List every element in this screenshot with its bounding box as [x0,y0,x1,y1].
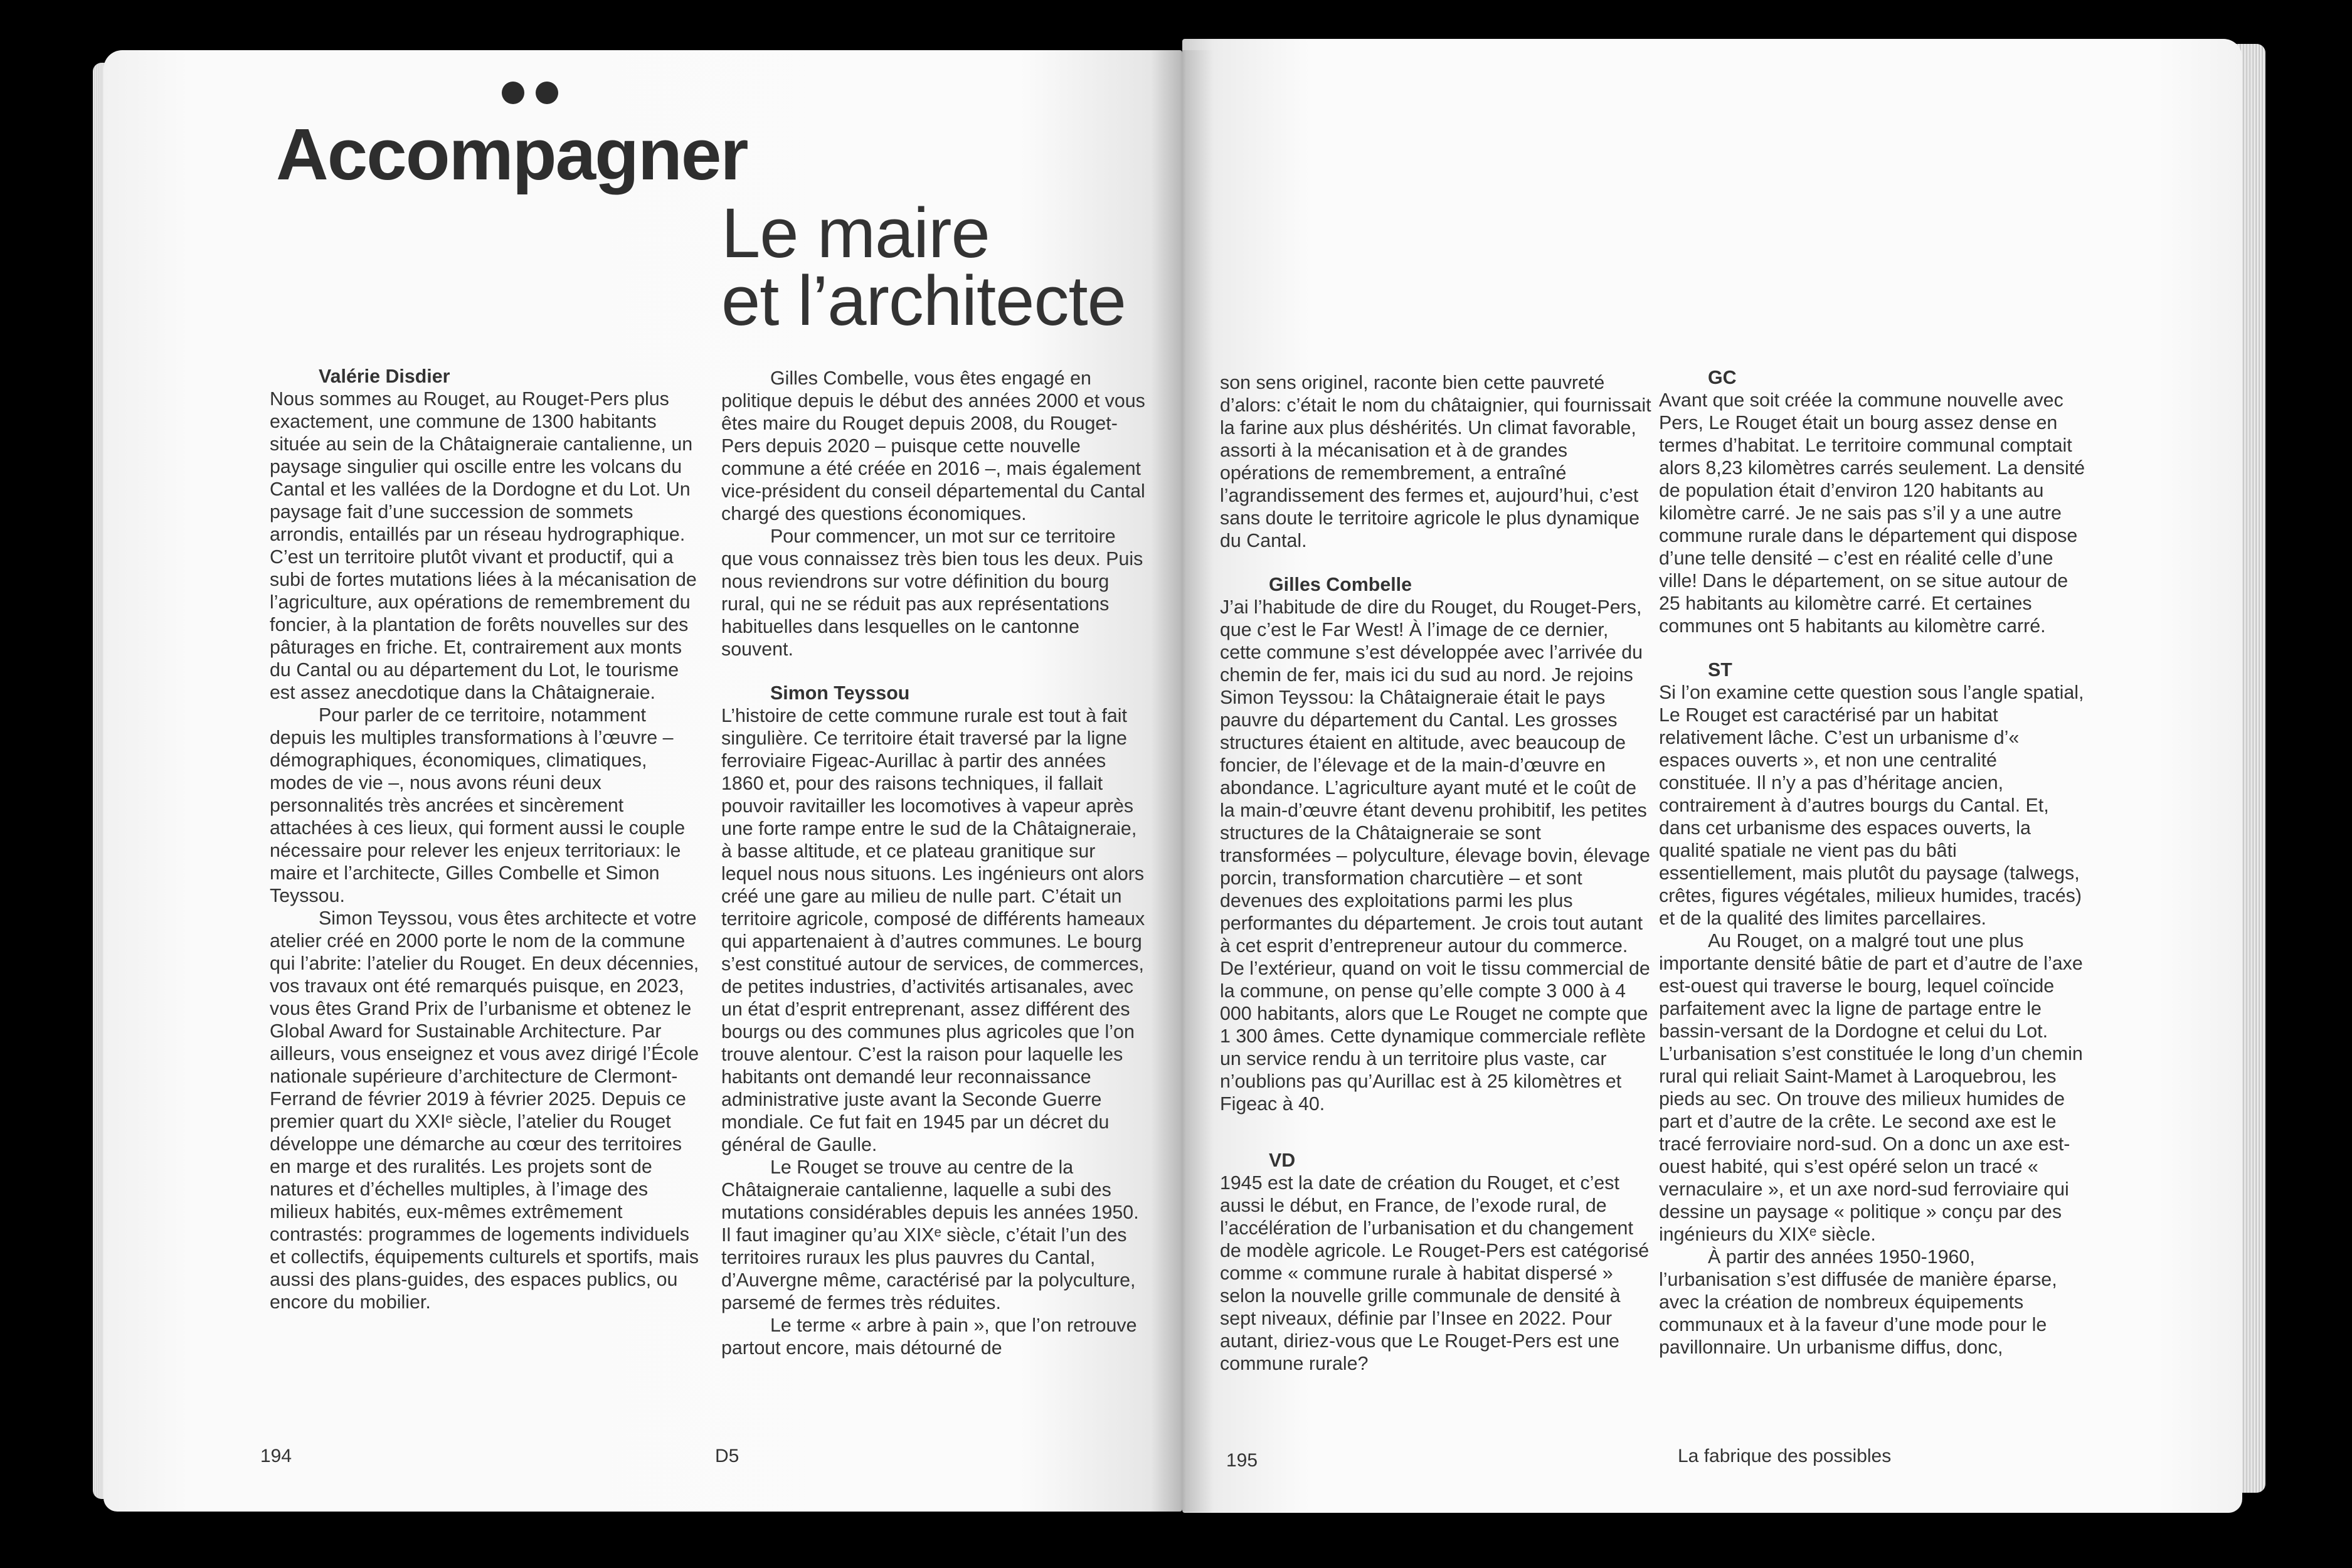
dot-icon [536,82,558,104]
right-column-2 [1659,366,2092,1359]
paragraph: Pour parler de ce territoire, notamment depuis les multiples transformations à l’œuvre – démographiques, économiques, climatiques, modes de vie –, nous avons réuni deux personnalités très ancrées et sincèrement attachées à ces lieux, qui forment aussi le couple nécessaire pour relever les enjeux territoriaux: le maire et l’architecte, Gilles Combelle et Simon Teyssou. [270,704,686,906]
paragraph: 1945 est la date de création du Rouget, et c’est aussi le début, en France, de l’exode rural, de l’accélération de l’urbanisation et du changement de modèle agricole. Le Rouget-Pers est catégorisé comme « commune rurale à habitat dispersé » selon la nouvelle grille communale de densité à sept niveaux, définie par l’Insee en 2022. Pour autant, diriez-vous que Le Rouget-Pers est une commune rurale? [1220,1172,1650,1374]
speaker-name: VD [1269,1150,1296,1171]
paragraph: Le Rouget se trouve au centre de la Châtaigneraie cantalienne, laquelle a subi des mutations considérables depuis les années 1950. Il faut imaginer qu’au XIXᵉ siècle, c’était l’un des territoires ruraux les plus pauvres du Cantal, d’Auvergne même, caractérisé par la polyculture, parsemé de fermes très réduites. [721,1157,1139,1313]
chapter-subtitle [721,194,1126,340]
chapter-title: Accompagner [276,114,748,195]
speaker-name: Valérie Disdier [319,366,450,387]
paragraph: Au Rouget, on a malgré tout une plus importante densité bâtie de part et d’autre de l’axe est-ouest qui traverse le bourg, lequel coïncide parfaitement avec la ligne de partage entre le bassin-versant de la Dordogne et celui du Lot. L’urbanisation s’est constituée le long d’un chemin rural qui reliait Saint-Mamet à Laroquebrou, les pieds au sec. On trouve des milieux humides de part et d’autre de la crête. Le second axe est le tracé ferroviaire nord-sud. On a donc un axe est-ouest habité, qui s’est opéré selon un tracé « vernaculaire », et un axe nord-sud ferroviaire qui dessine un paysage « politique » conçu par des ingénieurs du XIXᵉ siècle. [1659,930,2083,1245]
speaker-name: Gilles Combelle [1269,574,1412,595]
section-dots [502,82,569,107]
speaker-name: Simon Teyssou [770,682,910,704]
paragraph: son sens originel, raconte bien cette pauvreté d’alors: c’était le nom du châtaignier, qui fournissait la farine aux plus déshérités. Un climat favorable, assorti à la mécanisation et à de grandes opérations de remembrement, a entraîné l’agrandissement des fermes et, aujourd’hui, c’est sans doute le territoire agricole le plus dynamique du Cantal. [1220,372,1651,551]
page-number-right: 195 [1226,1450,1258,1471]
book-gutter [1151,50,1214,1512]
paragraph: Le terme « arbre à pain », que l’on retrouve partout encore, mais détourné de [721,1315,1137,1359]
subtitle-line-1: Le maire [721,194,990,272]
paragraph: Gilles Combelle, vous êtes engagé en politique depuis le début des années 2000 et vous êtes maire du Rouget depuis 2008, du Rouget-Pers depuis 2020 – puisque cette nouvelle commune a été créée en 2016 –, mais également vice-président du conseil départemental du Cantal chargé des questions économiques. [721,368,1145,524]
left-column-1 [270,365,702,1313]
running-title: La fabrique des possibles [1678,1446,1892,1466]
speaker-name: ST [1708,659,1732,681]
dot-icon [502,82,524,104]
paragraph: J’ai l’habitude de dire du Rouget, du Rouget-Pers, que c’est le Far West! À l’image de ce dernier, cette commune s’est développée avec l’arrivée du chemin de fer, mais ici du sud au nord. Je rejoins Simon Teyssou: la Châtaigneraie était le pays pauvre du département du Cantal. Les grosses structures étaient en altitude, avec beaucoup de foncier, de l’élevage et de la main-d’œuvre en abondance. L’agriculture ayant muté et le coût de la main-d’œuvre étant devenu prohibitif, les petites structures de la Châtaigneraie se sont transformées – polyculture, élevage bovin, élevage porcin, transformation charcutière – et sont devenues des exploitations parmi les plus performantes du département. Je crois tout autant à cet esprit d’entrepreneur autour du commerce. De l’extérieur, quand on voit le tissu commercial de la commune, on pense qu’elle compte 3 000 à 4 000 habitants, alors que Le Rouget ne compte que 1 300 âmes. Cette dynamique commerciale reflète un service rendu à un territoire plus vaste, car n’oublions pas qu’Aurillac est à 25 kilomètres et Figeac à 40. [1220,596,1650,1115]
paragraph: À partir des années 1950-1960, l’urbanisation s’est diffusée de manière éparse, avec la création de nombreux équipements communaux et à la faveur d’une mode pour le pavillonnaire. Un urbanisme diffus, donc, [1659,1246,2057,1358]
paragraph: Si l’on examine cette question sous l’angle spatial, Le Rouget est caractérisé par un habitat relativement lâche. C’est un urbanisme d’« espaces ouverts », et non une centralité constituée. Il n’y a pas d’héritage ancien, contrairement à d’autres bourgs du Cantal. Et, dans cet urbanisme des espaces ouverts, la qualité spatiale ne vient pas du bâti essentiellement, mais plutôt du paysage (talwegs, crêtes, figures végétales, milieux humides, tracés) et de la qualité des limites parcellaires. [1659,682,2084,929]
page-number-left: 194 [260,1446,292,1466]
right-column-1 [1220,371,1653,1375]
subtitle-line-2: et l’architecte [721,262,1126,340]
speaker-name: GC [1708,367,1737,388]
left-column-2 [721,367,1148,1359]
paragraph: Simon Teyssou, vous êtes architecte et votre atelier créé en 2000 porte le nom de la commune qui l’abrite: l’atelier du Rouget. En deux décennies, vos travaux ont été remarqués puisque, en 2023, vous êtes Grand Prix de l’urbanisme et obtenez le Global Award for Sustainable Architecture. Par ailleurs, vous enseignez et vous avez dirigé l’École nationale supérieure d’architecture de Clermont-Ferrand de février 2019 à février 2025. Depuis ce premier quart du XXIᵉ siècle, l’atelier du Rouget développe une démarche au cœur des territoires en marge et des ruralités. Les projets sont de natures et d’échelles multiples, à l’image des milieux habités, eux-mêmes extrêmement contrastés: programmes de logements individuels et collectifs, équipements culturels et sportifs, mais aussi des plans-guides, des espaces publics, ou encore du mobilier. [270,908,699,1313]
section-code: D5 [715,1446,739,1466]
paragraph: Avant que soit créée la commune nouvelle avec Pers, Le Rouget était un bourg assez dense en termes d’habitat. Le territoire communal comptait alors 8,23 kilomètres carrés seulement. La densité de population était d’environ 120 habitants au kilomètre carré. Je ne sais pas s’il y a une autre commune rurale dans le département qui dispose d’une telle densité – c’est en réalité celle d’une ville! Dans le département, on se situe autour de 25 habitants au kilomètre carré. Et certaines communes ont 5 habitants au kilomètre carré. [1659,389,2085,637]
paragraph: Pour commencer, un mot sur ce territoire que vous connaissez très bien tous les deux. Puis nous reviendrons sur votre définition du bourg rural, qui ne se réduit pas aux représentations habituelles dans lesquelles on le cantonne souvent. [721,526,1143,660]
paragraph: Nous sommes au Rouget, au Rouget-Pers plus exactement, une commune de 1300 habitants située au sein de la Châtaigneraie cantalienne, un paysage singulier qui oscille entre les volcans du Cantal et les vallées de la Dordogne et du Lot. Un paysage fait d’une succession de sommets arrondis, entaillés par un réseau hydrographique. C’est un territoire plutôt vivant et productif, qui a subi de fortes mutations liées à la mécanisation de l’agriculture, aux opérations de remembrement du foncier, à la plantation de forêts nouvelles sur des pâturages en friche. Et, contrairement aux monts du Cantal ou au département du Lot, le tourisme est assez anecdotique dans la Châtaigneraie. [270,388,697,703]
paragraph: L’histoire de cette commune rurale est tout à fait singulière. Ce territoire était traversé par la ligne ferroviaire Figeac-Aurillac à partir des années 1860 et, pour des raisons techniques, il fallait pouvoir ravitailler les locomotives à vapeur après une forte rampe entre le sud de la Châtaigneraie, à basse altitude, et ce plateau granitique sur lequel nous nous situons. Les ingénieurs ont alors créé une gare au milieu de nulle part. C’était un territoire agricole, composé de différents hameaux qui appartenaient à d’autres communes. Le bourg s’est constitué autour de services, de commerces, de petites industries, d’activités artisanales, avec un état d’esprit entreprenant, assez différent des bourgs ou des communes plus agricoles que l’on trouve alentour. C’est la raison pour laquelle les habitants ont demandé leur reconnaissance administrative juste avant la Seconde Guerre mondiale. Ce fut fait en 1945 par un décret du général de Gaulle. [721,705,1145,1155]
